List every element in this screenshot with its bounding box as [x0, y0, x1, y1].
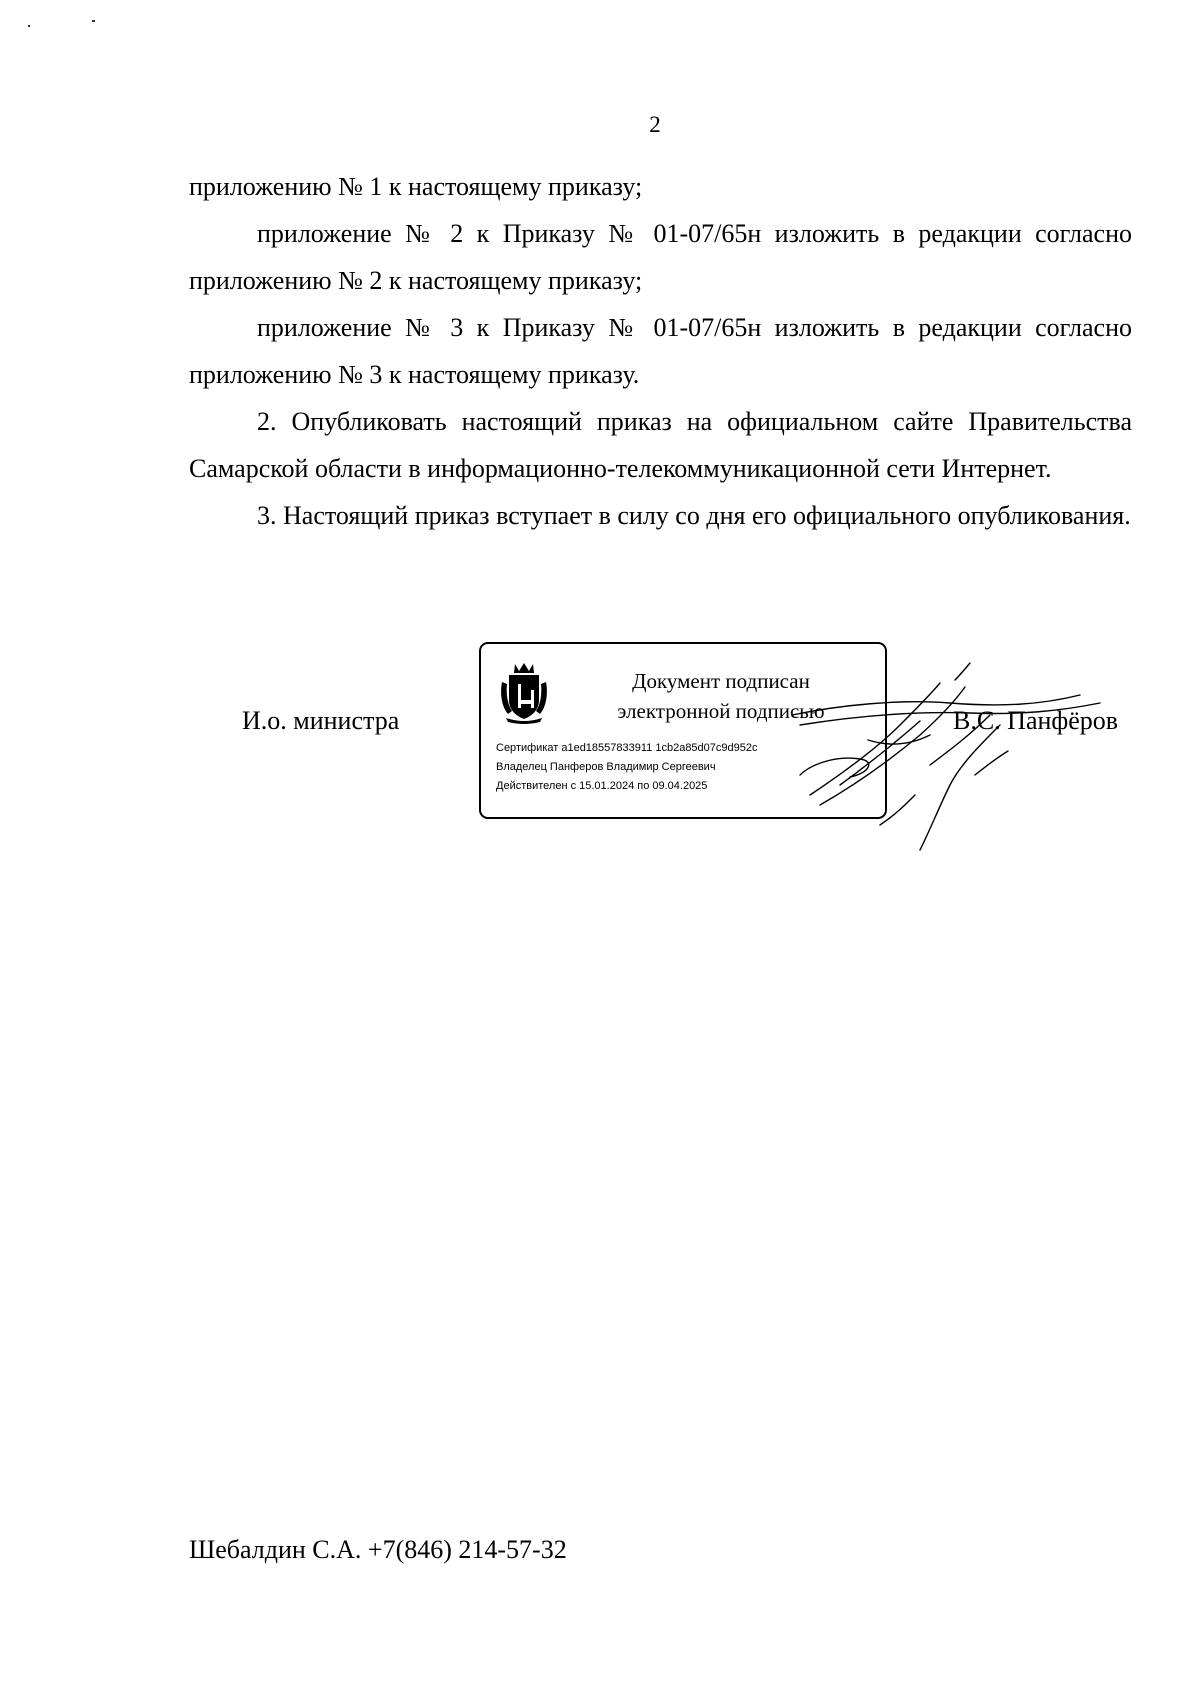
stamp-title-line: электронной подписью — [617, 699, 825, 723]
paragraph: приложение № 3 к Приказу № 01-07/65н изложить в редакции согласно приложению № 3 к настоящему приказу. — [189, 313, 1132, 389]
paragraph: 2. Опубликовать настоящий приказ на официальном сайте Правительства Самарской области в информационно-телекоммуникационной сети Интернет. — [189, 407, 1132, 483]
electronic-signature-stamp — [479, 642, 887, 819]
document-body — [189, 163, 1132, 539]
stamp-title — [591, 666, 851, 726]
footer-contact: Шебалдин С.А. +7(846) 214-57-32 — [189, 1535, 567, 1564]
stamp-owner: Владелец Панферов Владимир Сергеевич — [496, 761, 716, 773]
stamp-title-line: Документ подписан — [632, 669, 810, 693]
paragraph: 3. Настоящий приказ вступает в силу со дня его официального опубликования. — [257, 501, 1131, 530]
stamp-validity: Действителен с 15.01.2024 по 09.04.2025 — [496, 780, 708, 792]
stamp-certificate: Сертификат a1ed18557833911 1cb2a85d07c9d952c — [496, 742, 758, 754]
samara-region-coat-of-arms-icon — [498, 662, 550, 724]
paragraph: приложение № 2 к Приказу № 01-07/65н изложить в редакции согласно приложению № 2 к настоящему приказу; — [189, 219, 1132, 295]
scan-artifact-dot — [92, 20, 95, 22]
signer-name: В.С. Панфёров — [953, 706, 1119, 735]
scan-artifact-dot — [28, 25, 30, 27]
signatory-position-title: И.о. министра — [242, 706, 400, 735]
paragraph: приложению № 1 к настоящему приказу; — [189, 172, 643, 201]
stamp-details — [496, 739, 758, 796]
page-number: 2 — [649, 112, 661, 137]
